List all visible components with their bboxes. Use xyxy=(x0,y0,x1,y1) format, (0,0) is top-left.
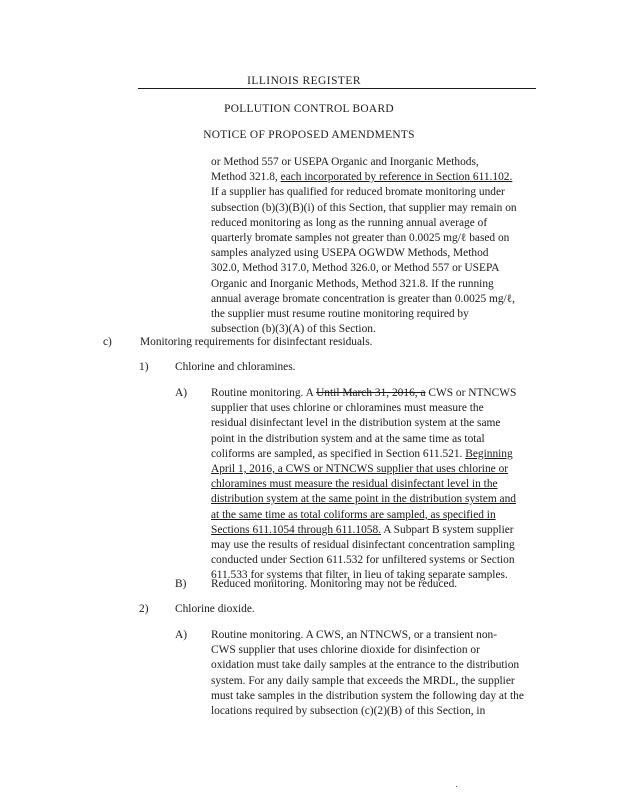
text-line: subsection (b)(3)(B)(i) of this Section, that supplier may remain on xyxy=(211,201,517,214)
amended-text: distribution system at the same point in the distribution system and xyxy=(211,493,516,506)
subsection-c-label: c) xyxy=(103,336,112,348)
item-1B-text: Reduced monitoring. Monitoring may not be reduced. xyxy=(211,578,458,590)
text-line: supplier that uses chlorine or chloramines must measure the xyxy=(211,402,484,415)
text-run: CWS or NTNCWS xyxy=(425,387,517,399)
text-line: 611.533 for systems that filter, in lieu of taking separate samples. xyxy=(211,569,508,582)
item-1A-label: A) xyxy=(175,387,188,399)
text-line: Organic and Inorganic Methods, Method 321.8. If the running xyxy=(211,277,494,290)
text-line: Routine monitoring. A CWS, an NTNCWS, or a transient non- xyxy=(211,629,498,641)
text-run: Method 321.8, xyxy=(211,171,281,184)
scan-speck xyxy=(456,786,457,787)
text-line xyxy=(211,386,516,401)
text-line: or Method 557 or USEPA Organic and Inorganic Methods, xyxy=(211,156,479,168)
text-line: If a supplier has qualified for reduced bromate monitoring under xyxy=(211,186,505,199)
subsection-c-heading: Monitoring requirements for disinfectant residuals. xyxy=(140,336,373,348)
text-line: residual disinfectant level in the distribution system at the same xyxy=(211,417,501,430)
item-1-heading: Chlorine and chloramines. xyxy=(175,361,296,373)
text-line: may use the results of residual disinfectant concentration sampling xyxy=(211,538,515,551)
text-line: locations required by subsection (c)(2)(B) of this Section, in xyxy=(211,704,486,717)
text-line xyxy=(211,170,517,185)
text-line: the supplier must resume routine monitoring required by xyxy=(211,307,469,320)
text-line: reduced monitoring as long as the running annual average of xyxy=(211,216,488,229)
text-line xyxy=(211,523,516,538)
item-1-label: 1) xyxy=(139,361,149,373)
continuation-paragraph xyxy=(211,155,517,337)
text-line: conducted under Section 611.532 for unfiltered systems or Section xyxy=(211,554,515,567)
amended-text: Sections 611.1054 through 611.1058. xyxy=(211,523,382,536)
text-line: point in the distribution system and at the same time as total xyxy=(211,432,485,445)
text-line: system. For any daily sample that exceeds the MRDL, the supplier xyxy=(211,674,515,687)
text-run: Routine monitoring. A xyxy=(211,387,317,399)
item-2-heading: Chlorine dioxide. xyxy=(175,603,255,615)
register-title: ILLINOIS REGISTER xyxy=(247,75,361,87)
text-line: samples analyzed using USEPA OGWDW Methods, Method xyxy=(211,247,489,260)
item-1A-paragraph xyxy=(211,386,516,583)
amended-text: chloramines must measure the residual disinfectant level in the xyxy=(211,478,498,491)
amended-text: Beginning xyxy=(465,447,513,460)
text-line: quarterly bromate samples not greater than 0.0025 mg/ℓ based on xyxy=(211,231,510,244)
text-line: subsection (b)(3)(A) of this Section. xyxy=(211,323,376,336)
text-line: annual average bromate concentration is greater than 0.0025 mg/ℓ, xyxy=(211,292,516,305)
text-line: must take samples in the distribution system the following day at the xyxy=(211,689,524,702)
text-run: coliforms are sampled, as specified in Section 611.521. xyxy=(211,447,466,460)
text-line xyxy=(211,447,516,462)
text-run: A Subpart B system supplier xyxy=(381,523,514,536)
amended-text: April 1, 2016, a CWS or NTNCWS supplier that uses chlorine or xyxy=(211,462,509,475)
text-line: CWS supplier that uses chlorine dioxide for disinfection or xyxy=(211,644,480,657)
amended-text: at the same time as total coliforms are sampled, as specified in xyxy=(211,508,496,521)
board-title: POLLUTION CONTROL BOARD xyxy=(224,103,394,115)
item-1B-label: B) xyxy=(175,578,187,590)
text-line: 302.0, Method 317.0, Method 326.0, or Method 557 or USEPA xyxy=(211,262,500,275)
deleted-text: Until March 31, 2016, a xyxy=(316,387,426,399)
notice-title: NOTICE OF PROPOSED AMENDMENTS xyxy=(203,129,415,141)
text-line: oxidation must take daily samples at the entrance to the distribution xyxy=(211,659,520,672)
item-2-label: 2) xyxy=(139,603,149,615)
item-2A-paragraph xyxy=(211,628,524,719)
item-2A-label: A) xyxy=(175,629,188,641)
amended-text: each incorporated by reference in Section 611.102. xyxy=(280,171,513,184)
